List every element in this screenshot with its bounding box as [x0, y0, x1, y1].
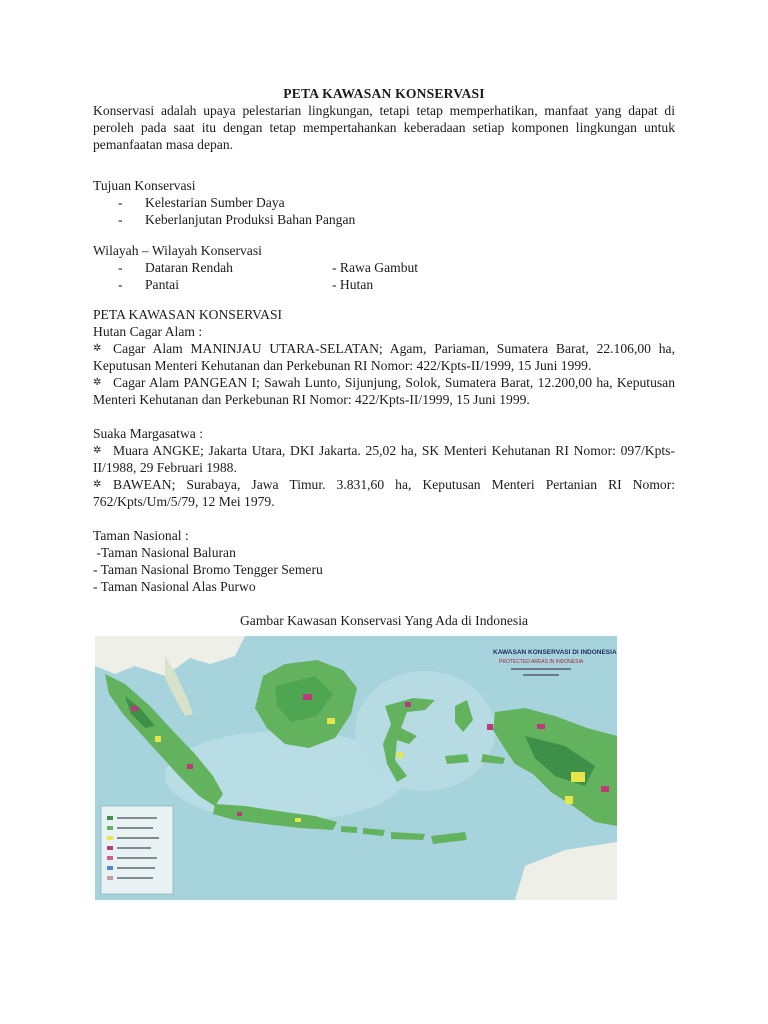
- wilayah-heading: Wilayah – Wilayah Konservasi: [93, 243, 262, 258]
- map-title: KAWASAN KONSERVASI DI INDONESIA: [493, 649, 617, 656]
- map-subtitle: PROTECTED AREAS IN INDONESIA: [499, 659, 584, 665]
- document-body: [93, 85, 675, 629]
- list-item: - Dataran Rendah - Rawa Gambut: [118, 260, 419, 275]
- asterisk-bullet-icon: ✲: [93, 343, 102, 354]
- intro-paragraph: Konservasi adalah upaya pelestarian lingkungan, tetapi tetap memperhatikan, manfaat yang dapat di peroleh pada saat itu dengan tetap mempertahankan keberadaan setiap komponen lingkungan untuk pemanfaatan masa depan.: [93, 103, 675, 152]
- cagar-alam-item: ✲ Cagar Alam PANGEAN I; Sawah Lunto, Sijunjung, Solok, Sumatera Barat, 12.200,00 ha, Keputusan Menteri Kehutanan dan Perkebunan RI Nomor: 422/Kpts-II/1999, 15 Juni 1999.: [93, 375, 675, 407]
- list-item: - Keberlanjutan Produksi Bahan Pangan: [118, 212, 356, 227]
- asterisk-bullet-icon: ✲: [93, 479, 102, 490]
- peta-heading: PETA KAWASAN KONSERVASI: [93, 307, 283, 322]
- figure-caption: Gambar Kawasan Konservasi Yang Ada di Indonesia: [239, 613, 529, 628]
- taman-item: -Taman Nasional Baluran: [93, 545, 236, 560]
- taman-item: - Taman Nasional Alas Purwo: [93, 579, 256, 594]
- suaka-heading: Suaka Margasatwa :: [93, 426, 203, 441]
- suaka-item: ✲ Muara ANGKE; Jakarta Utara, DKI Jakarta. 25,02 ha, SK Menteri Kehutanan RI Nomor: 097/Kpts-II/1988, 29 Februari 1988.: [93, 443, 675, 475]
- tujuan-list: [93, 194, 675, 228]
- page-title: PETA KAWASAN KONSERVASI: [283, 86, 485, 101]
- asterisk-bullet-icon: ✲: [93, 445, 102, 456]
- cagar-alam-item: ✲ Cagar Alam MANINJAU UTARA-SELATAN; Agam, Pariaman, Sumatera Barat, 22.106,00 ha, Keputusan Menteri Kehutanan dan Perkebunan RI Nomor: 422/Kpts-II/1999, 15 Juni 1999.: [93, 341, 675, 373]
- taman-item: - Taman Nasional Bromo Tengger Semeru: [93, 562, 323, 577]
- indonesia-conservation-map: [95, 636, 617, 900]
- list-item: - Kelestarian Sumber Daya: [118, 195, 285, 210]
- suaka-item: ✲ BAWEAN; Surabaya, Jawa Timur. 3.831,60 ha, Keputusan Menteri Pertanian RI Nomor: 762/Kpts/Um/5/79, 12 Mei 1979.: [93, 477, 675, 509]
- cagar-alam-heading: Hutan Cagar Alam :: [93, 324, 203, 339]
- wilayah-list: [93, 259, 675, 293]
- taman-heading: Taman Nasional :: [93, 528, 189, 543]
- list-item: - Pantai - Hutan: [118, 277, 374, 292]
- asterisk-bullet-icon: ✲: [93, 377, 102, 388]
- tujuan-heading: Tujuan Konservasi: [93, 178, 196, 193]
